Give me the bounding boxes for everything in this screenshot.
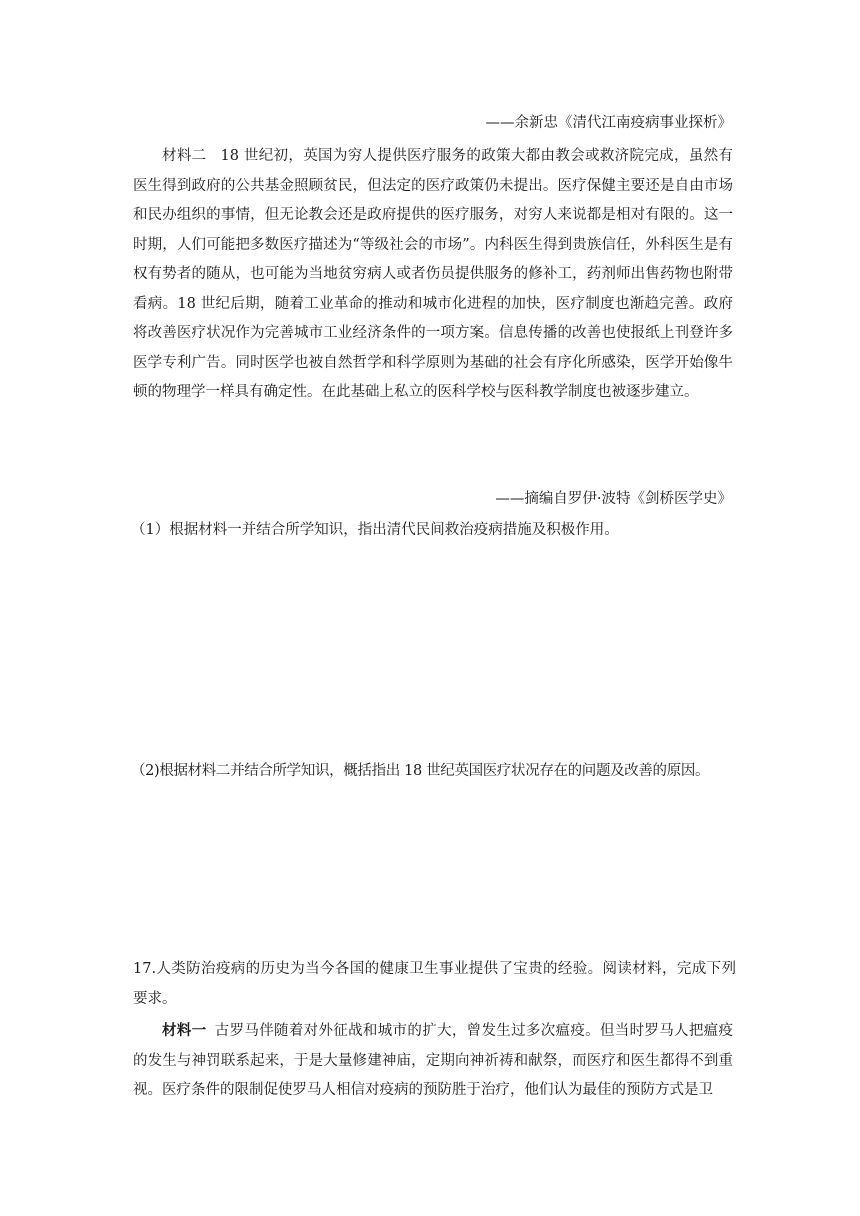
- question-2: （2)根据材料二并结合所学知识，概括指出 18 世纪英国医疗状况存在的问题及改善的原因。: [131, 763, 710, 779]
- material-1-paragraph: [133, 1016, 733, 1106]
- material-2-text: 18 世纪初，英国为穷人提供医疗服务的政策大都由教会或救济院完成，虽然有医生得到政府的公共基金照顾贫民，但法定的医疗政策仍未提出。医疗保健主要还是自由市场和民办组织的事情，但无论教会还是政府提供的医疗服务，对穷人来说都是相对有限的。这一时期，人们可能把多数医疗描述为“等级社会的市场”。内科医生得到贵族信任，外科医生是有权有势者的随从，也可能为当地贫穷病人或者伤员提供服务的修补工，药剂师出售药物也附带看病。18 世纪后期，随着工业革命的推动和城市化进程的加快，医疗制度也渐趋完善。政府将改善医疗状况作为完善城市工业经济条件的一项方案。信息传播的改善也使报纸上刊登许多医学专利广告。同时医学也被自然哲学和科学原则为基础的社会有序化所感染，医学开始像牛顿的物理学一样具有确定性。在此基础上私立的医科学校与医科教学制度也被逐步建立。: [133, 148, 733, 400]
- citation-source-1: ——余新忠《清代江南疫病事业探析》: [485, 115, 732, 131]
- material-2-paragraph: [133, 142, 733, 408]
- question-1: （1）根据材料一并结合所学知识，指出清代民间救治疫病措施及积极作用。: [131, 522, 619, 538]
- material-2-label: 材料二: [162, 148, 207, 164]
- question-17: 17.人类防治疫病的历史为当今各国的健康卫生事业提供了宝贵的经验。阅读材料，完成下列要求。: [133, 961, 736, 1007]
- citation-source-2: ——摘编自罗伊·波特《剑桥医学史》: [495, 491, 732, 507]
- material-1-text: 古罗马伴随着对外征战和城市的扩大，曾发生过多次瘟疫。但当时罗马人把瘟疫的发生与神罚联系起来，于是大量修建神庙，定期向神祈祷和献祭，而医疗和医生都得不到重视。医疗条件的限制促使罗马人相信对疫病的预防胜于治疗，他们认为最佳的预防方式是卫: [133, 1023, 734, 1098]
- material-1-label: 材料一: [162, 1022, 207, 1039]
